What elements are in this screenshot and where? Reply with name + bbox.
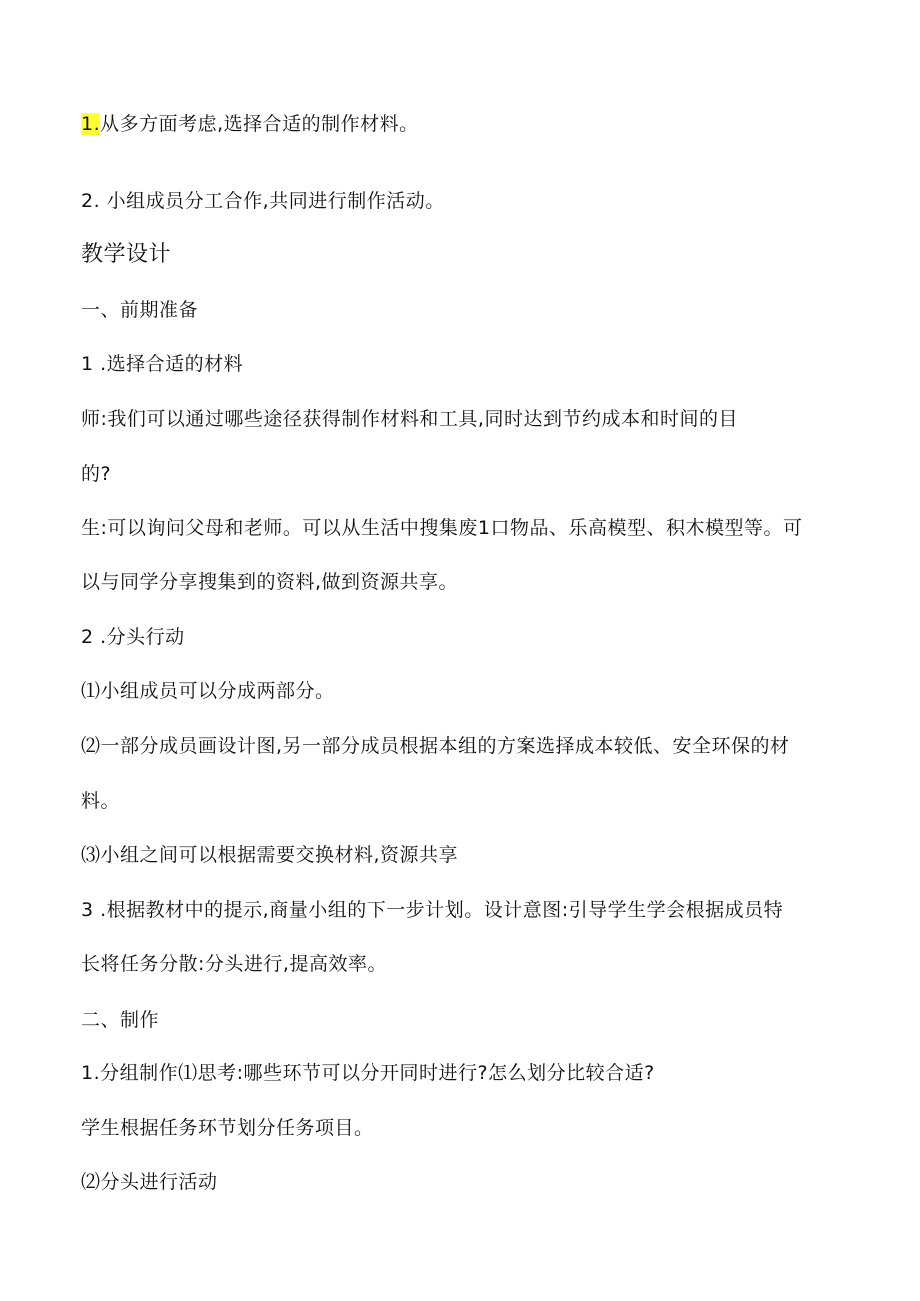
- subsection-heading-prep: 一、前期准备: [81, 299, 199, 321]
- paragraph-text: 从多方面考虑,选择合适的制作材料。: [100, 113, 419, 135]
- highlighted-number: 1.: [81, 113, 101, 135]
- paragraph-goal-2: 2. 小组成员分工合作,共同进行制作活动。: [81, 190, 445, 212]
- subsection-heading-make: 二、制作: [81, 1009, 160, 1031]
- list-item-2: ⑵一部分成员画设计图,另一部分成员根据本组的方案选择成本较低、安全环保的材: [81, 735, 790, 757]
- item-heading-1: 1 .选择合适的材料: [81, 353, 244, 375]
- teacher-question-cont: 的?: [81, 463, 112, 485]
- student-answer: 生:可以询问父母和老师。可以从生活中搜集废1口物品、乐高模型、积木模型等。可: [81, 517, 803, 539]
- student-answer-cont: 以与同学分享搜集到的资料,做到资源共享。: [81, 571, 459, 593]
- group-making-item: 1.分组制作⑴思考:哪些环节可以分开同时进行?怎么划分比较合适?: [81, 1062, 655, 1084]
- list-item-3: ⑶小组之间可以根据需要交换材料,资源共享: [81, 844, 459, 866]
- student-task-line: 学生根据任务环节划分任务项目。: [81, 1117, 374, 1139]
- activity-item: ⑵分头进行活动: [81, 1171, 218, 1193]
- item-heading-3-cont: 长将任务分散:分头进行,提高效率。: [81, 953, 387, 975]
- list-item-1: ⑴小组成员可以分成两部分。: [81, 680, 335, 702]
- paragraph-goal-1: [81, 111, 419, 137]
- item-heading-3: 3 .根据教材中的提示,商量小组的下一步计划。设计意图:引导学生学会根据成员特: [81, 899, 784, 921]
- list-item-2-cont: 料。: [81, 790, 121, 812]
- section-heading: 教学设计: [81, 242, 172, 267]
- item-heading-2: 2 .分头行动: [81, 626, 185, 648]
- teacher-question: 师:我们可以通过哪些途径获得制作材料和工具,同时达到节约成本和时间的目: [81, 408, 738, 430]
